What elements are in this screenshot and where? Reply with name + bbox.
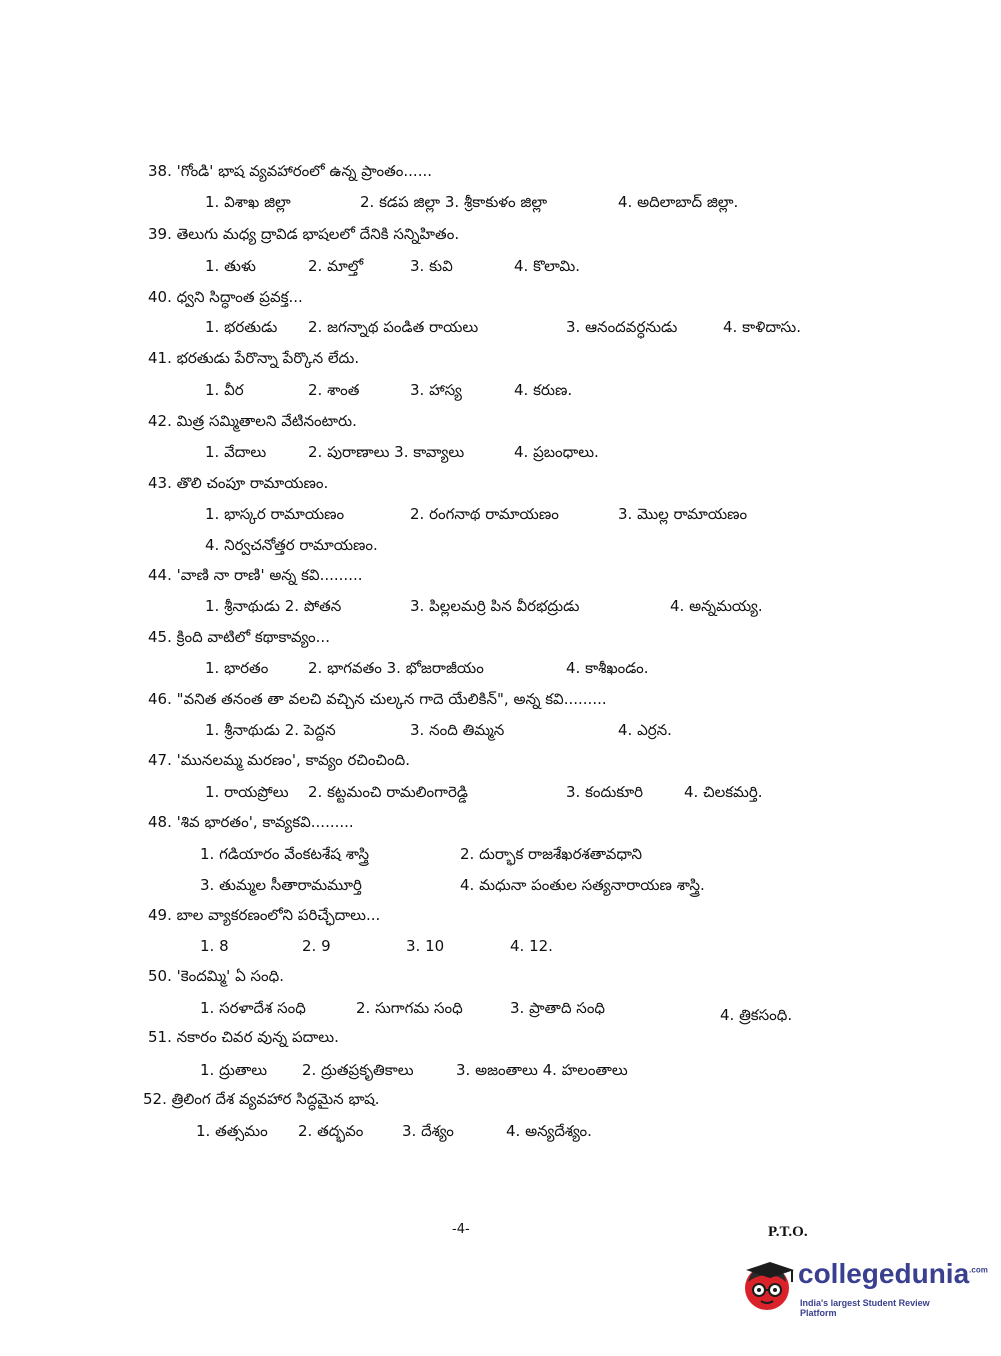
option: 1. వేదాలు bbox=[205, 443, 267, 461]
option: 1. విశాఖ జిల్లా bbox=[205, 193, 291, 211]
student-mascot-icon bbox=[738, 1256, 796, 1314]
option: 1. 8 bbox=[200, 937, 229, 955]
option: 1. వీర bbox=[205, 381, 244, 399]
option: 1. రాయప్రోలు bbox=[205, 783, 289, 801]
option: 4. 12. bbox=[510, 937, 553, 955]
question-46 bbox=[148, 690, 607, 712]
question-45 bbox=[148, 628, 330, 650]
question-number: 42. bbox=[148, 412, 172, 430]
question-text: బాల వ్యాకరణంలోని పరిచ్ఛేదాలు... bbox=[176, 906, 381, 924]
question-49 bbox=[148, 906, 380, 928]
question-42 bbox=[148, 412, 357, 434]
option: 2. దుర్భాక రాజశేఖరశతావధాని bbox=[460, 845, 643, 863]
option: 3. తుమ్మల సీతారామమూర్తి bbox=[200, 876, 362, 894]
option: 4. కరుణ. bbox=[514, 381, 573, 399]
option: 2. ద్రుతప్రకృతికాలు bbox=[302, 1061, 414, 1079]
option: 2. పురాణాలు 3. కావ్యాలు bbox=[308, 443, 465, 461]
page-number: -4- bbox=[452, 1222, 470, 1237]
pto-label: P.T.O. bbox=[768, 1224, 808, 1240]
question-51 bbox=[148, 1028, 339, 1050]
option: 2. సుగాగమ సంధి bbox=[356, 999, 463, 1017]
option: 2. కడప జిల్లా 3. శ్రీకాకుళం జిల్లా bbox=[360, 193, 548, 211]
question-number: 48. bbox=[148, 813, 172, 831]
question-text: నకారం చివర వున్న పదాలు. bbox=[176, 1028, 339, 1046]
question-47 bbox=[148, 751, 410, 773]
logo-name: collegedunia bbox=[798, 1258, 970, 1289]
question-text: భరతుడు పేరొన్నా పేర్కొన లేదు. bbox=[176, 349, 360, 367]
question-text: 'వాణి నా రాణి' అన్న కవి......... bbox=[176, 566, 363, 584]
question-43 bbox=[148, 474, 328, 496]
question-number: 45. bbox=[148, 628, 172, 646]
question-number: 41. bbox=[148, 349, 172, 367]
option: 3. ప్రాతాది సంధి bbox=[510, 999, 606, 1017]
question-number: 44. bbox=[148, 566, 172, 584]
question-text: 'మునలమ్మ మరణం', కావ్యం రచించింది. bbox=[176, 751, 410, 769]
option: 4. ప్రబంధాలు. bbox=[514, 443, 599, 461]
option: 1. భారతం bbox=[205, 659, 269, 677]
question-40 bbox=[148, 288, 303, 310]
logo-tagline: India's largest Student Review Platform bbox=[800, 1298, 930, 1318]
question-44 bbox=[148, 566, 363, 588]
question-text: క్రింది వాటిలో కథాకావ్యం... bbox=[176, 628, 330, 646]
question-number: 38. bbox=[148, 162, 172, 180]
option: 1. భరతుడు bbox=[205, 318, 278, 336]
question-number: 50. bbox=[148, 967, 172, 985]
question-number: 43. bbox=[148, 474, 172, 492]
question-text: "వనిత తనంత తా వలచి వచ్చిన చుల్కన గాదె యేలికిన్", అన్న కవి......... bbox=[176, 690, 607, 708]
question-text: 'శివ భారతం', కావ్యకవి......... bbox=[176, 813, 354, 831]
option: 3. హాస్య bbox=[410, 381, 462, 399]
option: 1. సరళాదేశ సంధి bbox=[200, 999, 306, 1017]
question-number: 46. bbox=[148, 690, 172, 708]
option: 3. అజంతాలు 4. హలంతాలు bbox=[456, 1061, 628, 1079]
option: 4. అన్యదేశ్యం. bbox=[506, 1122, 592, 1140]
option: 2. శాంత bbox=[308, 381, 360, 399]
question-text: ధ్వని సిద్ధాంత ప్రవక్త... bbox=[176, 288, 303, 306]
question-50 bbox=[148, 967, 284, 989]
option: 1. గడియారం వేంకటశేష శాస్త్రి bbox=[200, 845, 369, 863]
option: 2. తద్భవం bbox=[298, 1122, 364, 1140]
option: 1. శ్రీనాథుడు 2. పోతన bbox=[205, 597, 342, 615]
option: 2. భాగవతం 3. భోజరాజీయం bbox=[308, 659, 484, 677]
option: 4. నిర్వచనోత్తర రామాయణం. bbox=[205, 536, 378, 554]
question-number: 51. bbox=[148, 1028, 172, 1046]
option: 3. నంది తిమ్మన bbox=[410, 721, 505, 739]
logo-domain: .com bbox=[969, 1265, 988, 1275]
option: 4. కొలామి. bbox=[514, 257, 581, 275]
option: 4. కాశీఖండం. bbox=[566, 659, 649, 677]
question-38 bbox=[148, 162, 432, 184]
option: 4. అన్నమయ్య. bbox=[670, 597, 763, 615]
question-number: 39. bbox=[148, 225, 172, 243]
question-39 bbox=[148, 225, 459, 247]
question-number: 49. bbox=[148, 906, 172, 924]
option: 2. జగన్నాథ పండిత రాయలు bbox=[308, 318, 479, 336]
option: 2. రంగనాథ రామాయణం bbox=[410, 505, 559, 523]
option: 4. అదిలాబాద్ జిల్లా. bbox=[618, 193, 739, 211]
question-text: తెలుగు మధ్య ద్రావిడ భాషలలో దేనికి సన్నిహితం. bbox=[176, 225, 460, 243]
option: 3. దేశ్యం bbox=[402, 1122, 454, 1140]
option: 3. కందుకూరి bbox=[566, 783, 644, 801]
option: 1. శ్రీనాథుడు 2. పెద్దన bbox=[205, 721, 336, 739]
question-48 bbox=[148, 813, 354, 835]
collegedunia-logo bbox=[738, 1252, 988, 1322]
question-text: మిత్ర సమ్మితాలని వేటినంటారు. bbox=[176, 412, 357, 430]
option: 2. మాల్తో bbox=[308, 257, 364, 275]
question-number: 47. bbox=[148, 751, 172, 769]
option: 1. తత్సమం bbox=[196, 1122, 268, 1140]
option: 2. 9 bbox=[302, 937, 331, 955]
option: 4. త్రికసంధి. bbox=[720, 1006, 793, 1024]
question-52 bbox=[143, 1090, 380, 1112]
option: 3. 10 bbox=[406, 937, 445, 955]
question-number: 52. bbox=[143, 1090, 167, 1108]
question-text: 'గోండి' భాష వ్యవహారంలో ఉన్న ప్రాంతం...... bbox=[176, 162, 432, 180]
option: 4. చిలకమర్తి. bbox=[684, 783, 763, 801]
option: 2. కట్టమంచి రామలింగారెడ్డి bbox=[308, 783, 468, 801]
option: 4. మధునా పంతుల సత్యనారాయణ శాస్త్రి. bbox=[460, 876, 705, 894]
option: 4. ఎర్రన. bbox=[618, 721, 672, 739]
option: 1. తుళు bbox=[205, 257, 256, 275]
question-text: త్రిలింగ దేశ వ్యవహార సిద్ధమైన భాష. bbox=[171, 1090, 380, 1108]
question-number: 40. bbox=[148, 288, 172, 306]
question-text: 'కెందమ్మి' ఏ సంధి. bbox=[176, 967, 285, 985]
option: 1. ద్రుతాలు bbox=[200, 1061, 268, 1079]
option: 4. కాళిదాసు. bbox=[723, 318, 801, 336]
option: 3. మొల్ల రామాయణం bbox=[618, 505, 748, 523]
question-text: తొలి చంపూ రామాయణం. bbox=[176, 474, 329, 492]
option: 3. కువి bbox=[410, 257, 453, 275]
option: 3. ఆనందవర్ధనుడు bbox=[566, 318, 678, 336]
question-41 bbox=[148, 349, 359, 371]
option: 1. భాస్కర రామాయణం bbox=[205, 505, 345, 523]
option: 3. పిల్లలమర్రి పిన వీరభద్రుడు bbox=[410, 597, 580, 615]
